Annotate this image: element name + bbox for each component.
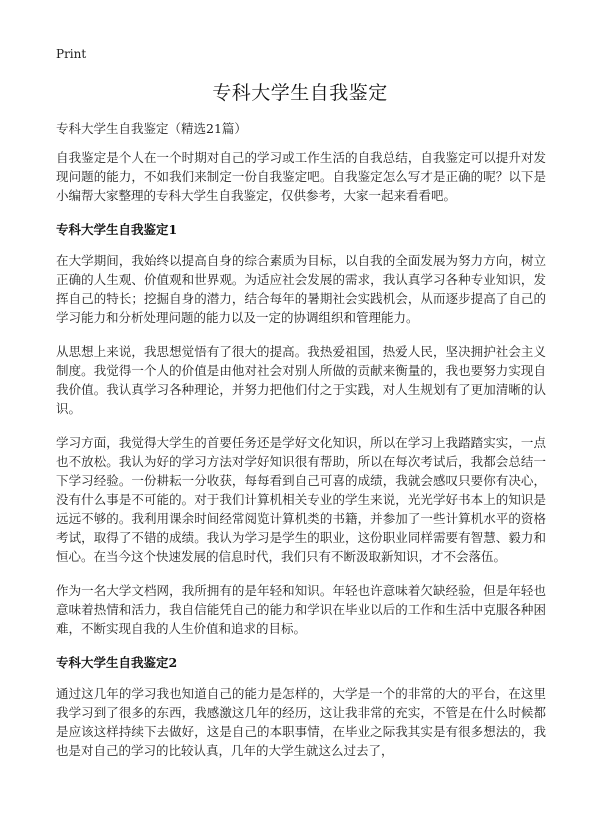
section-1-paragraph-3: 学习方面，我觉得大学生的首要任务还是学好文化知识，所以在学习上我踏踏实实，一点也不放松。我认为好的学习方法对学好知识很有帮助，所以在每次考试后，我都会总结一下学习经验。一份耕耘一分收获，每每看到自己可喜的成绩，我就会感叹只要你有决心，没有什么事是不可能的。对于我们计算机相关专业的学生来说，光光学好书本上的知识是远远不够的。我利用课余时间经常阅览计算机类的书籍，并参加了一些计算机水平的资格考试，取得了不错的成绩。我认为学习是学生的职业，这份职业同样需要有智慧、毅力和恒心。在当今这个快速发展的信息时代，我们只有不断汲取新知识，才不会落伍。 (56, 435, 546, 564)
section-heading-1: 专科大学生自我鉴定1 (56, 222, 178, 237)
section-heading-2: 专科大学生自我鉴定2 (56, 655, 178, 670)
section-1-paragraph-2: 从思想上来说，我思想觉悟有了很大的提高。我热爱祖国，热爱人民，坚决拥护社会主义制度。我觉得一个人的价值是由他对社会对别人所做的贡献来衡量的，我也要努力实现自我价值。我认真学习各种理论，并努力把他们付之于实践，对人生规划有了更加清晰的认识。 (56, 344, 546, 416)
section-1-paragraph-4: 作为一名大学文档网，我所拥有的是年轻和知识。年轻也许意味着欠缺经验，但是年轻也意味着热情和活力，我自信能凭自己的能力和学识在毕业以后的工作和生活中克服各种困难，不断实现自我的人生价值和追求的目标。 (56, 583, 546, 636)
document-body (56, 148, 546, 775)
document-subtitle: 专科大学生自我鉴定（精选21篇） (56, 121, 247, 136)
section-2-paragraph-1: 通过这几年的学习我也知道自己的能力是怎样的，大学是一个的非常的大的平台，在这里我学习到了很多的东西，我感激这几年的经历，这让我非常的充实，不管是在什么时候都是应该这样持续下去做好，这是自己的本职事情，在毕业之际我其实是有很多想法的，我也是对自己的学习的比较认真，几年的大学生就这么过去了， (56, 686, 546, 758)
print-link[interactable]: Print (56, 47, 87, 61)
page-title: 专科大学生自我鉴定 (212, 82, 388, 104)
intro-paragraph: 自我鉴定是个人在一个时期对自己的学习或工作生活的自我总结，自我鉴定可以提升对发现问题的能力，不如我们来制定一份自我鉴定吧。自我鉴定怎么写才是正确的呢？以下是小编帮大家整理的专科大学生自我鉴定，仅供参考，大家一起来看看吧。 (56, 150, 546, 203)
section-1-paragraph-1: 在大学期间，我始终以提高自身的综合素质为目标，以自我的全面发展为努力方向，树立正确的人生观、价值观和世界观。为适应社会发展的需求，我认真学习各种专业知识，发挥自己的特长；挖掘自身的潜力，结合每年的暑期社会实践机会，从而逐步提高了自己的学习能力和分析处理问题的能力以及一定的协调组织和管理能力。 (56, 253, 546, 325)
